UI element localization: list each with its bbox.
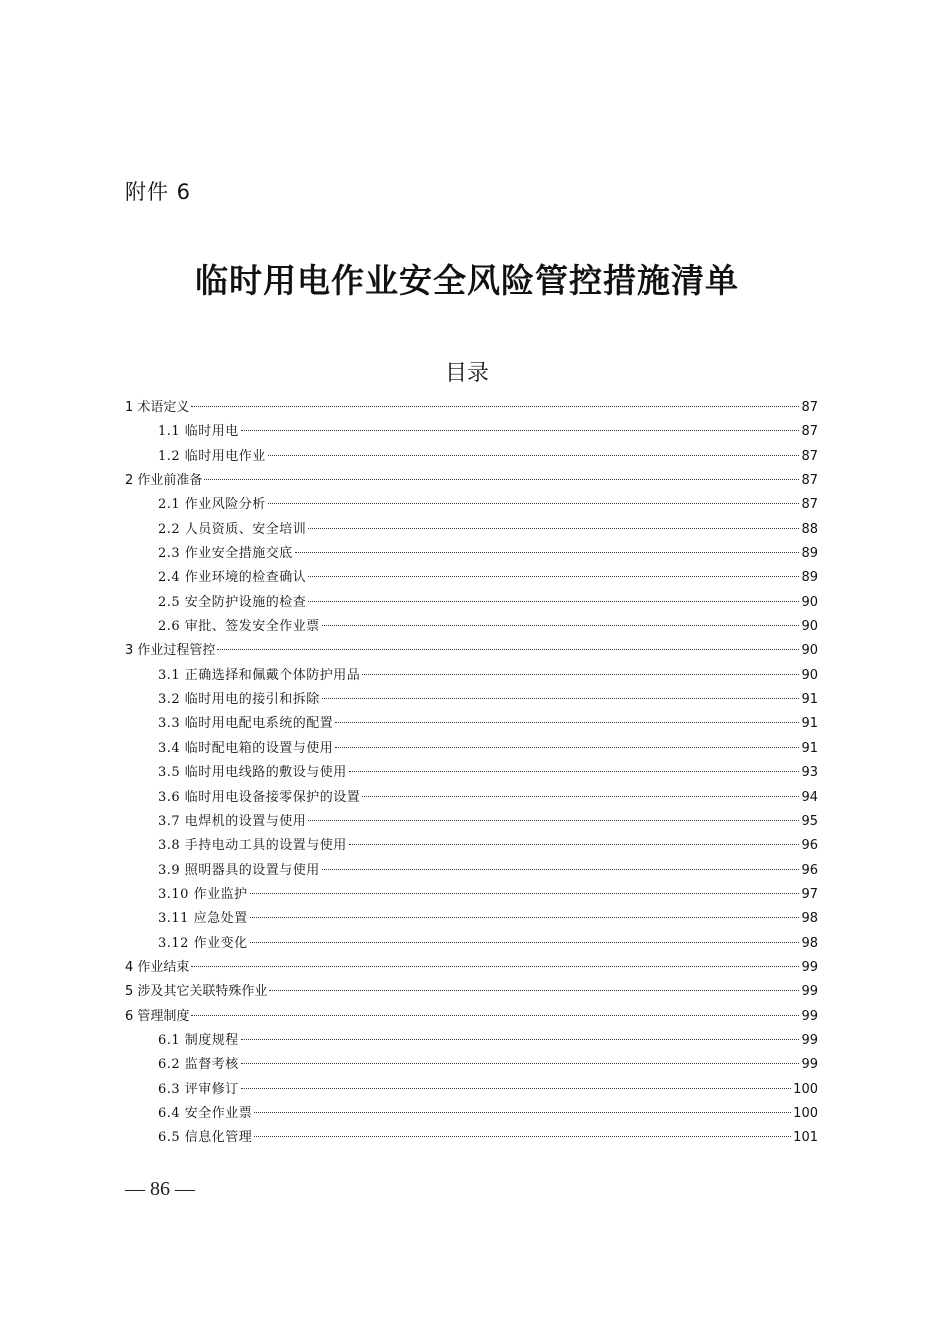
toc-entry-label: 3.3 临时用电配电系统的配置 xyxy=(158,716,334,732)
toc-entry-page: 93 xyxy=(801,765,818,781)
toc-entry-page: 100 xyxy=(793,1081,818,1097)
toc-entry-page: 99 xyxy=(801,959,818,975)
toc-dot-leader xyxy=(191,406,799,407)
toc-entry-page: 101 xyxy=(793,1130,818,1146)
toc-entry-label: 4 作业结束 xyxy=(125,959,190,975)
toc-entry-label: 6.3 评审修订 xyxy=(158,1081,239,1097)
toc-dot-leader xyxy=(241,1063,800,1064)
toc-dot-leader xyxy=(241,430,800,431)
toc-dot-leader xyxy=(308,601,799,602)
toc-entry-label: 2.5 安全防护设施的检查 xyxy=(158,594,307,610)
toc-entry[interactable] xyxy=(125,1102,818,1126)
toc-entry[interactable] xyxy=(125,420,818,444)
toc-entry-label: 3 作业过程管控 xyxy=(125,643,216,659)
toc-entry[interactable] xyxy=(125,542,818,566)
table-of-contents xyxy=(125,396,818,1151)
toc-entry[interactable] xyxy=(125,566,818,590)
toc-entry-label: 3.2 临时用电的接引和拆除 xyxy=(158,692,320,708)
attachment-label: 附件 6 xyxy=(125,180,192,204)
toc-entry[interactable] xyxy=(125,591,818,615)
toc-entry[interactable] xyxy=(125,396,818,420)
toc-entry-page: 98 xyxy=(801,935,818,951)
toc-dot-leader xyxy=(335,722,799,723)
toc-entry-page: 98 xyxy=(801,911,818,927)
toc-entry[interactable] xyxy=(125,664,818,688)
toc-dot-leader xyxy=(250,893,800,894)
toc-entry[interactable] xyxy=(125,1029,818,1053)
toc-entry-page: 95 xyxy=(801,813,818,829)
toc-entry[interactable] xyxy=(125,883,818,907)
toc-entry-page: 91 xyxy=(801,692,818,708)
toc-entry-label: 1.1 临时用电 xyxy=(158,424,239,440)
toc-dot-leader xyxy=(254,1112,791,1113)
toc-entry-label: 3.10 作业监护 xyxy=(158,886,248,902)
toc-entry[interactable] xyxy=(125,712,818,736)
toc-dot-leader xyxy=(217,649,799,650)
toc-entry[interactable] xyxy=(125,932,818,956)
toc-dot-leader xyxy=(322,869,800,870)
toc-entry-label: 1 术语定义 xyxy=(125,400,190,415)
toc-dot-leader xyxy=(322,625,800,626)
toc-entry-label: 3.5 临时用电线路的敷设与使用 xyxy=(158,765,347,781)
toc-entry-page: 87 xyxy=(801,400,818,415)
toc-entry-page: 91 xyxy=(801,716,818,732)
toc-entry-page: 90 xyxy=(801,667,818,683)
toc-entry[interactable] xyxy=(125,615,818,639)
toc-entry-label: 3.1 正确选择和佩戴个体防护用品 xyxy=(158,667,361,683)
toc-entry-page: 99 xyxy=(801,984,818,1000)
toc-entry[interactable] xyxy=(125,1005,818,1029)
toc-entry[interactable] xyxy=(125,639,818,663)
toc-entry-page: 96 xyxy=(801,862,818,878)
toc-entry-page: 88 xyxy=(801,521,818,537)
toc-entry[interactable] xyxy=(125,737,818,761)
toc-entry-label: 6.5 信息化管理 xyxy=(158,1130,253,1146)
page-number: — 86 — xyxy=(125,1178,195,1200)
toc-dot-leader xyxy=(295,552,800,553)
toc-entry[interactable] xyxy=(125,518,818,542)
toc-entry-label: 6.1 制度规程 xyxy=(158,1032,239,1048)
toc-entry-page: 99 xyxy=(801,1057,818,1073)
toc-dot-leader xyxy=(191,966,799,967)
toc-entry-page: 96 xyxy=(801,838,818,854)
toc-dot-leader xyxy=(308,528,799,529)
toc-entry[interactable] xyxy=(125,469,818,493)
toc-dot-leader xyxy=(241,1039,800,1040)
toc-entry[interactable] xyxy=(125,786,818,810)
toc-entry[interactable] xyxy=(125,1126,818,1150)
toc-dot-leader xyxy=(335,747,799,748)
toc-entry-page: 99 xyxy=(801,1032,818,1048)
toc-entry-label: 2.1 作业风险分析 xyxy=(158,497,266,513)
toc-dot-leader xyxy=(250,942,800,943)
toc-entry-label: 3.8 手持电动工具的设置与使用 xyxy=(158,838,347,854)
toc-entry[interactable] xyxy=(125,761,818,785)
toc-entry-label: 2.6 审批、签发安全作业票 xyxy=(158,619,320,635)
toc-dot-leader xyxy=(362,674,799,675)
toc-entry-page: 99 xyxy=(801,1008,818,1024)
toc-entry-page: 87 xyxy=(801,473,818,489)
toc-entry-label: 5 涉及其它关联特殊作业 xyxy=(125,984,268,1000)
toc-entry-page: 90 xyxy=(801,594,818,610)
toc-entry-page: 89 xyxy=(801,546,818,562)
toc-entry-label: 3.6 临时用电设备接零保护的设置 xyxy=(158,789,361,805)
toc-heading: 目录 xyxy=(444,361,489,386)
toc-entry[interactable] xyxy=(125,956,818,980)
toc-entry-label: 3.4 临时配电箱的设置与使用 xyxy=(158,740,334,756)
toc-entry[interactable] xyxy=(125,859,818,883)
toc-entry-page: 97 xyxy=(801,886,818,902)
toc-entry-page: 87 xyxy=(801,424,818,440)
toc-entry-label: 3.7 电焊机的设置与使用 xyxy=(158,813,307,829)
document-title: 临时用电作业安全风险管控措施清单 xyxy=(195,261,739,300)
toc-entry-page: 90 xyxy=(801,643,818,659)
toc-entry-label: 2.2 人员资质、安全培训 xyxy=(158,521,307,537)
toc-dot-leader xyxy=(349,771,800,772)
toc-dot-leader xyxy=(268,455,800,456)
toc-dot-leader xyxy=(250,917,800,918)
toc-entry[interactable] xyxy=(125,688,818,712)
toc-entry-label: 3.11 应急处置 xyxy=(158,911,248,927)
toc-dot-leader xyxy=(254,1136,791,1137)
toc-entry[interactable] xyxy=(125,810,818,834)
toc-entry-label: 1.2 临时用电作业 xyxy=(158,448,266,464)
toc-entry-page: 90 xyxy=(801,619,818,635)
toc-dot-leader xyxy=(322,698,800,699)
toc-entry[interactable] xyxy=(125,1078,818,1102)
toc-entry-label: 6 管理制度 xyxy=(125,1008,190,1024)
toc-entry-label: 6.4 安全作业票 xyxy=(158,1105,253,1121)
toc-entry-page: 100 xyxy=(793,1105,818,1121)
toc-dot-leader xyxy=(308,576,799,577)
toc-dot-leader xyxy=(204,479,799,480)
toc-entry-label: 6.2 监督考核 xyxy=(158,1057,239,1073)
toc-entry[interactable] xyxy=(125,907,818,931)
toc-dot-leader xyxy=(191,1015,799,1016)
toc-dot-leader xyxy=(241,1088,791,1089)
toc-entry-page: 94 xyxy=(801,789,818,805)
toc-entry-label: 3.12 作业变化 xyxy=(158,935,248,951)
toc-entry[interactable] xyxy=(125,445,818,469)
toc-entry-page: 87 xyxy=(801,497,818,513)
toc-entry-label: 3.9 照明器具的设置与使用 xyxy=(158,862,320,878)
toc-entry-label: 2.3 作业安全措施交底 xyxy=(158,546,293,562)
toc-entry-page: 89 xyxy=(801,570,818,586)
toc-dot-leader xyxy=(349,844,800,845)
toc-entry-page: 91 xyxy=(801,740,818,756)
toc-dot-leader xyxy=(268,503,800,504)
toc-entry-label: 2 作业前准备 xyxy=(125,473,203,489)
toc-entry-label: 2.4 作业环境的检查确认 xyxy=(158,570,307,586)
toc-dot-leader xyxy=(269,990,799,991)
toc-dot-leader xyxy=(308,820,799,821)
toc-entry[interactable] xyxy=(125,980,818,1004)
toc-entry[interactable] xyxy=(125,834,818,858)
toc-entry[interactable] xyxy=(125,1053,818,1077)
toc-entry[interactable] xyxy=(125,493,818,517)
toc-dot-leader xyxy=(362,796,799,797)
toc-entry-page: 87 xyxy=(801,448,818,464)
